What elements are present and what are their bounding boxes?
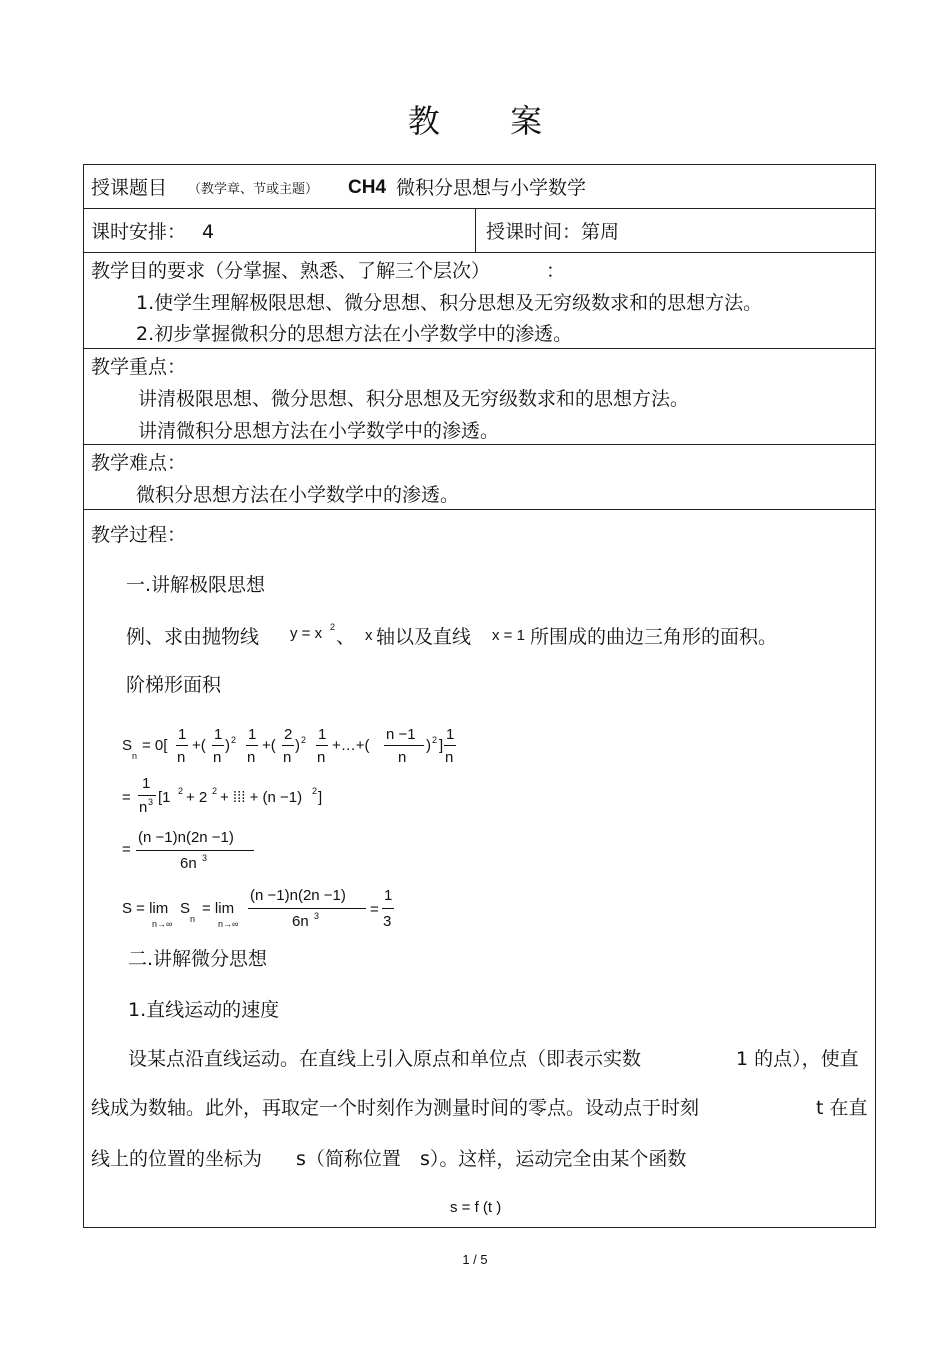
fraction-numerator: 1 xyxy=(318,726,327,743)
fraction-denominator: 3 xyxy=(383,913,392,930)
math-operator: = xyxy=(122,841,131,858)
math-operator: ] xyxy=(318,789,323,806)
example-suffix: 所围成的曲边三角形的面积。 xyxy=(530,626,778,648)
math-expression: = lim xyxy=(202,900,235,917)
topic-label: 授课题目 xyxy=(91,177,168,199)
fraction-numerator: 1 xyxy=(142,775,151,792)
fraction-denominator: n xyxy=(247,749,256,766)
math-operator: +( xyxy=(262,737,276,754)
fraction-bar xyxy=(246,745,258,746)
fraction-denominator: n xyxy=(177,749,186,766)
paragraph-text: s（简称位置 xyxy=(296,1148,401,1170)
fraction-numerator: 1 xyxy=(248,726,257,743)
time-label: 授课时间：第周 xyxy=(486,221,620,243)
math-expression: [1 xyxy=(158,789,171,806)
fraction-denominator: n xyxy=(283,749,292,766)
difficulty-item: 微积分思想方法在小学数学中的渗透。 xyxy=(136,484,460,506)
math-operator: = 0[ xyxy=(142,737,168,754)
fraction-numerator: 1 xyxy=(214,726,223,743)
fraction-bar xyxy=(136,850,254,851)
fraction-denominator: n xyxy=(445,749,454,766)
function-formula: s = f (t ) xyxy=(450,1199,502,1216)
math-subscript: n xyxy=(190,914,196,924)
math-variable: x xyxy=(365,627,373,644)
fraction-numerator: (n −1)n(2n −1) xyxy=(138,829,234,846)
math-expression: S = lim xyxy=(122,900,169,917)
fraction-bar xyxy=(176,745,188,746)
math-operator: = xyxy=(370,901,379,918)
math-operator: = xyxy=(122,789,131,806)
math-operator: ] xyxy=(439,737,444,754)
fraction-numerator: 1 xyxy=(384,887,393,904)
paragraph-text: 线上的位置的坐标为 xyxy=(91,1148,263,1170)
topic-note: （教学章、节或主题） xyxy=(188,182,319,197)
math-subscript: n→∞ xyxy=(152,919,173,929)
fraction-denominator: n xyxy=(213,749,222,766)
difficulties-heading: 教学难点： xyxy=(91,452,187,474)
math-exponent: 3 xyxy=(314,911,320,921)
fraction-bar xyxy=(212,745,224,746)
math-exponent: 2 xyxy=(178,786,184,796)
math-expression: + 2 xyxy=(186,789,208,806)
fraction-bar xyxy=(282,745,294,746)
fraction-bar xyxy=(316,745,328,746)
column-divider xyxy=(475,209,476,253)
document-title: 教 案 xyxy=(407,102,573,140)
fraction-bar xyxy=(444,745,456,746)
math-expression: + ⁞⁞⁞ + (n −1) xyxy=(220,789,303,806)
math-exponent: 2 xyxy=(212,786,218,796)
math-symbol: S xyxy=(180,900,191,917)
paragraph-text: t 在直 xyxy=(816,1097,868,1119)
math-operator: ) xyxy=(426,737,431,754)
objectives-heading: 教学目的要求（分掌握、熟悉、了解三个层次） xyxy=(91,260,491,282)
paragraph-text: 设某点沿直线运动。在直线上引入原点和单位点（即表示实数 xyxy=(128,1048,642,1070)
math-exponent: 2 xyxy=(301,735,307,745)
math-operator: ) xyxy=(295,737,300,754)
example-prefix: 例、求由抛物线 xyxy=(126,626,260,648)
math-exponent: 2 xyxy=(330,622,336,632)
objectives-colon: ： xyxy=(546,260,566,282)
lesson-plan-table xyxy=(83,164,876,1228)
math-equation: x = 1 xyxy=(492,627,525,644)
objective-item: 2.初步掌握微积分的思想方法在小学数学中的渗透。 xyxy=(136,323,573,345)
page-number: 1 / 5 xyxy=(462,1252,488,1267)
example-separator: 、 xyxy=(336,626,356,648)
paragraph-text: 线成为数轴。此外，再取定一个时刻作为测量时间的零点。设动点于时刻 xyxy=(91,1097,700,1119)
hours-value: 4 xyxy=(202,221,215,243)
fraction-denominator: 6n xyxy=(292,913,309,930)
subsection-heading: 1.直线运动的速度 xyxy=(128,999,280,1021)
math-operator: +( xyxy=(192,737,206,754)
math-operator: ) xyxy=(225,737,230,754)
fraction-numerator: 2 xyxy=(284,726,293,743)
fraction-denominator: n xyxy=(139,799,148,816)
key-points-heading: 教学重点： xyxy=(91,356,187,378)
section-heading: 二.讲解微分思想 xyxy=(128,948,268,970)
math-exponent: 2 xyxy=(231,735,237,745)
fraction-denominator: n xyxy=(317,749,326,766)
math-exponent: 2 xyxy=(312,786,318,796)
math-exponent: 3 xyxy=(202,853,208,863)
math-operator: +…+( xyxy=(332,737,370,754)
math-symbol: S xyxy=(122,737,133,754)
math-subscript: n→∞ xyxy=(218,919,239,929)
key-point-item: 讲清微积分思想方法在小学数学中的渗透。 xyxy=(138,420,500,442)
fraction-numerator: 1 xyxy=(178,726,187,743)
fraction-denominator: n xyxy=(398,749,407,766)
objective-item: 1.使学生理解极限思想、微分思想、积分思想及无穷级数求和的思想方法。 xyxy=(136,292,763,314)
math-exponent: 2 xyxy=(432,735,438,745)
process-heading: 教学过程： xyxy=(91,524,187,546)
row-divider xyxy=(84,509,875,510)
example-middle: 轴以及直线 xyxy=(376,626,472,648)
fraction-bar xyxy=(382,908,394,909)
fraction-numerator: (n −1)n(2n −1) xyxy=(250,887,346,904)
fraction-numerator: 1 xyxy=(446,726,455,743)
fraction-bar xyxy=(384,745,424,746)
fraction-denominator: 6n xyxy=(180,855,197,872)
paragraph-text: s）。这样，运动完全由某个函数 xyxy=(420,1148,687,1170)
topic-name: 微积分思想与小学数学 xyxy=(396,177,587,199)
math-subscript: n xyxy=(132,751,138,761)
topic-code: CH4 xyxy=(348,177,387,198)
section-heading: 一.讲解极限思想 xyxy=(126,574,266,596)
row-divider xyxy=(84,348,875,349)
math-equation: y = x xyxy=(290,625,323,642)
step-area-label: 阶梯形面积 xyxy=(126,674,222,696)
fraction-bar xyxy=(138,795,156,796)
paragraph-text: 1 的点），使直 xyxy=(736,1048,859,1070)
row-divider xyxy=(84,444,875,445)
key-point-item: 讲清极限思想、微分思想、积分思想及无穷级数求和的思想方法。 xyxy=(138,388,690,410)
math-exponent: 3 xyxy=(148,797,154,807)
fraction-bar xyxy=(248,908,366,909)
hours-label: 课时安排： xyxy=(91,221,187,243)
fraction-numerator: n −1 xyxy=(386,726,416,743)
row-divider xyxy=(84,252,875,253)
row-divider xyxy=(84,208,875,209)
